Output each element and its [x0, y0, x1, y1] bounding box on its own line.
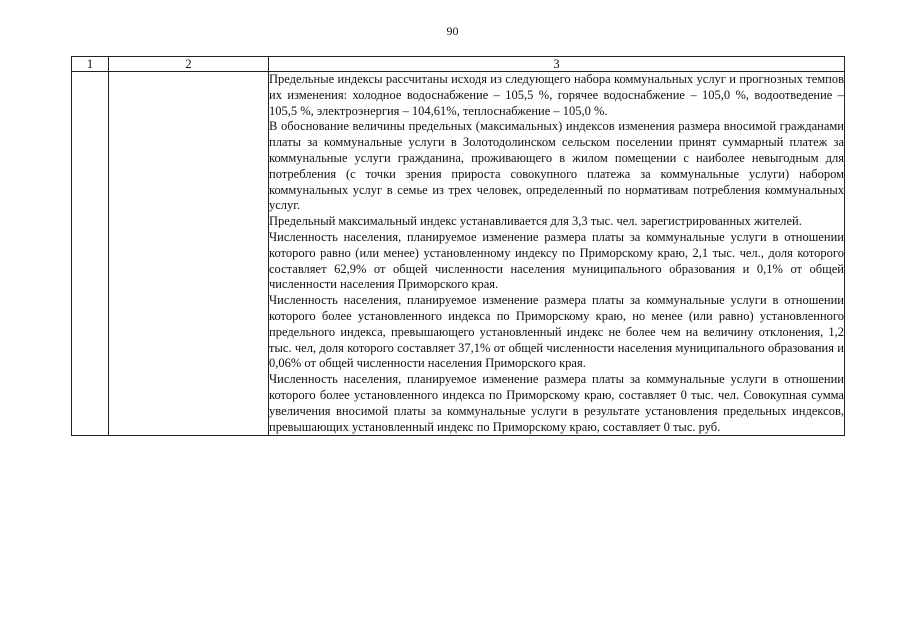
paragraph-population-deviation: Численность населения, планируемое изменение размера платы за коммунальные услуги в отношении которого более установленного индекса по Приморскому краю, но менее (или равно) установленного предельного индекса, превышающего установленный индекс не более чем на величину отклонения, 1,2 тыс. чел, доля которого составляет 37,1% от общей численности населения муниципального образования и 0,06% от общей численности населения Приморского края.	[269, 293, 844, 371]
column-3-cell	[269, 72, 845, 436]
paragraph-max-index: Предельный максимальный индекс устанавливается для 3,3 тыс. чел. зарегистрированных жителей.	[269, 214, 802, 229]
column-1-cell	[72, 72, 109, 436]
paragraph-justification: В обоснование величины предельных (максимальных) индексов изменения размера вносимой гражданами платы за коммунальные услуги в Золотодолинском сельском поселении принят суммарный платеж за коммунальные услуги гражданина, проживающего в жилом помещении с наиболее невыгодным для потребления (с точки зрения прироста совокупного платежа за коммунальные услуги) набором коммунальных услуг в семье из трех человек, определенный по нормативам потребления коммунальных услуг.	[269, 119, 844, 213]
table-row	[72, 72, 845, 436]
document-table	[71, 56, 845, 436]
paragraph-population-above: Численность населения, планируемое изменение размера платы за коммунальные услуги в отношении которого более установленного индекса по Приморскому краю, составляет 0 тыс. чел. Совокупная сумма увеличения вносимой платы за коммунальные услуги в результате установления предельных индексов, превышающих установленный индекс по Приморскому краю, составляет 0 тыс. руб.	[269, 372, 844, 434]
paragraph-tariff-indices: Предельные индексы рассчитаны исходя из следующего набора коммунальных услуг и прогнозных темпов их изменения: холодное водоснабжение – 105,5 %, горячее водоснабжение – 105,0 %, водоотведение – 105,5 %, электроэнергия – 104,61%, теплоснабжение – 105,0 %.	[269, 72, 844, 118]
paragraph-population-equal: Численность населения, планируемое изменение размера платы за коммунальные услуги в отношении которого равно (или менее) установленному индексу по Приморскому краю, 2,1 тыс. чел., доля которого составляет 62,9% от общей численности населения муниципального образования и 0,1% от общей численности населения Приморского края.	[269, 229, 844, 292]
column-header-2: 2	[109, 57, 269, 72]
column-header-1: 1	[72, 57, 109, 72]
column-2-cell	[109, 72, 269, 436]
table-header-row	[72, 57, 845, 72]
page-number: 90	[446, 24, 459, 38]
column-header-3: 3	[269, 57, 845, 72]
